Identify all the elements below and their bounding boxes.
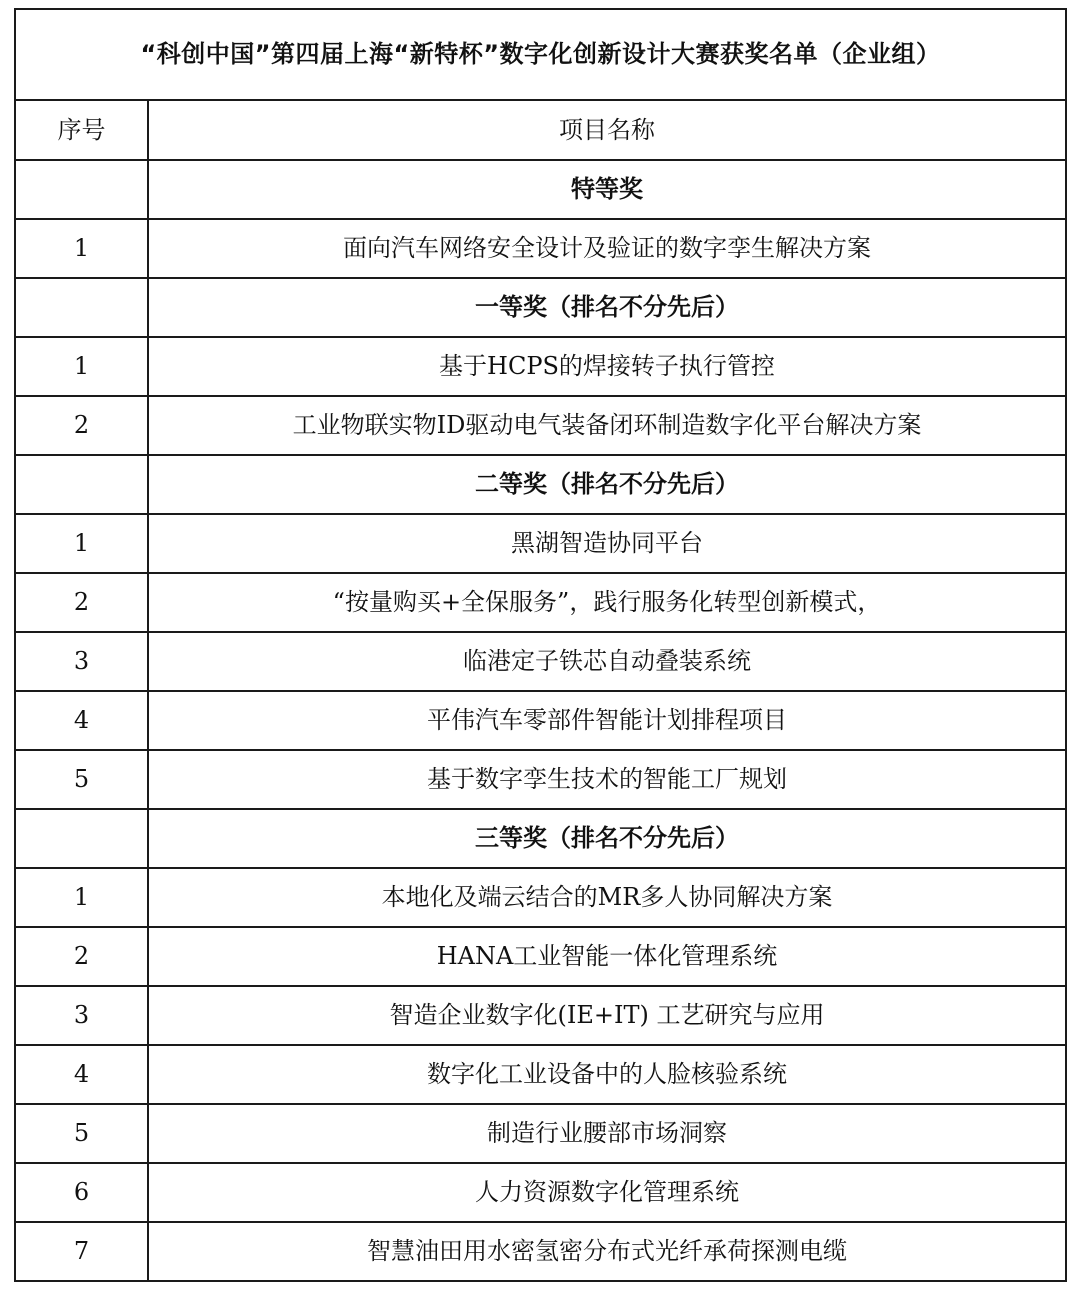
project-name: HANA工业智能一体化管理系统 xyxy=(148,927,1066,986)
section-label: 三等奖（排名不分先后） xyxy=(148,809,1066,868)
table-row xyxy=(15,573,1066,632)
section-number-cell xyxy=(15,809,148,868)
project-name: 制造行业腰部市场洞察 xyxy=(148,1104,1066,1163)
project-name: 人力资源数字化管理系统 xyxy=(148,1163,1066,1222)
table-row xyxy=(15,986,1066,1045)
row-number: 3 xyxy=(15,986,148,1045)
table-row xyxy=(15,514,1066,573)
section-row-special-prize xyxy=(15,160,1066,219)
table-row xyxy=(15,1104,1066,1163)
row-number: 4 xyxy=(15,691,148,750)
table-row xyxy=(15,219,1066,278)
table-row xyxy=(15,337,1066,396)
project-name: 基于数字孪生技术的智能工厂规划 xyxy=(148,750,1066,809)
row-number: 5 xyxy=(15,1104,148,1163)
row-number: 1 xyxy=(15,337,148,396)
table-row xyxy=(15,1163,1066,1222)
row-number: 2 xyxy=(15,927,148,986)
row-number: 5 xyxy=(15,750,148,809)
section-label: 特等奖 xyxy=(148,160,1066,219)
table-title: “科创中国”第四届上海“新特杯”数字化创新设计大赛获奖名单（企业组） xyxy=(15,9,1066,100)
project-name: 基于HCPS的焊接转子执行管控 xyxy=(148,337,1066,396)
table-row xyxy=(15,632,1066,691)
header-number: 序号 xyxy=(15,100,148,160)
row-number: 1 xyxy=(15,868,148,927)
project-name: 工业物联实物ID驱动电气装备闭环制造数字化平台解决方案 xyxy=(148,396,1066,455)
header-row xyxy=(15,100,1066,160)
row-number: 2 xyxy=(15,573,148,632)
project-name: 数字化工业设备中的人脸核验系统 xyxy=(148,1045,1066,1104)
project-name: 本地化及端云结合的MR多人协同解决方案 xyxy=(148,868,1066,927)
header-project-name: 项目名称 xyxy=(148,100,1066,160)
row-number: 1 xyxy=(15,514,148,573)
table-row xyxy=(15,868,1066,927)
award-table xyxy=(14,8,1067,1282)
project-name: 智造企业数字化(IE+IT) 工艺研究与应用 xyxy=(148,986,1066,1045)
section-row-second-prize xyxy=(15,455,1066,514)
table-row xyxy=(15,750,1066,809)
row-number: 2 xyxy=(15,396,148,455)
project-name: 平伟汽车零部件智能计划排程项目 xyxy=(148,691,1066,750)
row-number: 3 xyxy=(15,632,148,691)
section-number-cell xyxy=(15,455,148,514)
project-name: 黑湖智造协同平台 xyxy=(148,514,1066,573)
section-label: 一等奖（排名不分先后） xyxy=(148,278,1066,337)
section-label: 二等奖（排名不分先后） xyxy=(148,455,1066,514)
project-name: 智慧油田用水密氢密分布式光纤承荷探测电缆 xyxy=(148,1222,1066,1281)
table-row xyxy=(15,1222,1066,1281)
table-row xyxy=(15,396,1066,455)
section-number-cell xyxy=(15,160,148,219)
section-number-cell xyxy=(15,278,148,337)
section-row-first-prize xyxy=(15,278,1066,337)
row-number: 4 xyxy=(15,1045,148,1104)
row-number: 6 xyxy=(15,1163,148,1222)
section-row-third-prize xyxy=(15,809,1066,868)
row-number: 7 xyxy=(15,1222,148,1281)
project-name: 面向汽车网络安全设计及验证的数字孪生解决方案 xyxy=(148,219,1066,278)
table-row xyxy=(15,691,1066,750)
project-name: 临港定子铁芯自动叠装系统 xyxy=(148,632,1066,691)
project-name: “按量购买+全保服务”，践行服务化转型创新模式， xyxy=(148,573,1066,632)
title-row xyxy=(15,9,1066,100)
row-number: 1 xyxy=(15,219,148,278)
table-row xyxy=(15,927,1066,986)
table-row xyxy=(15,1045,1066,1104)
